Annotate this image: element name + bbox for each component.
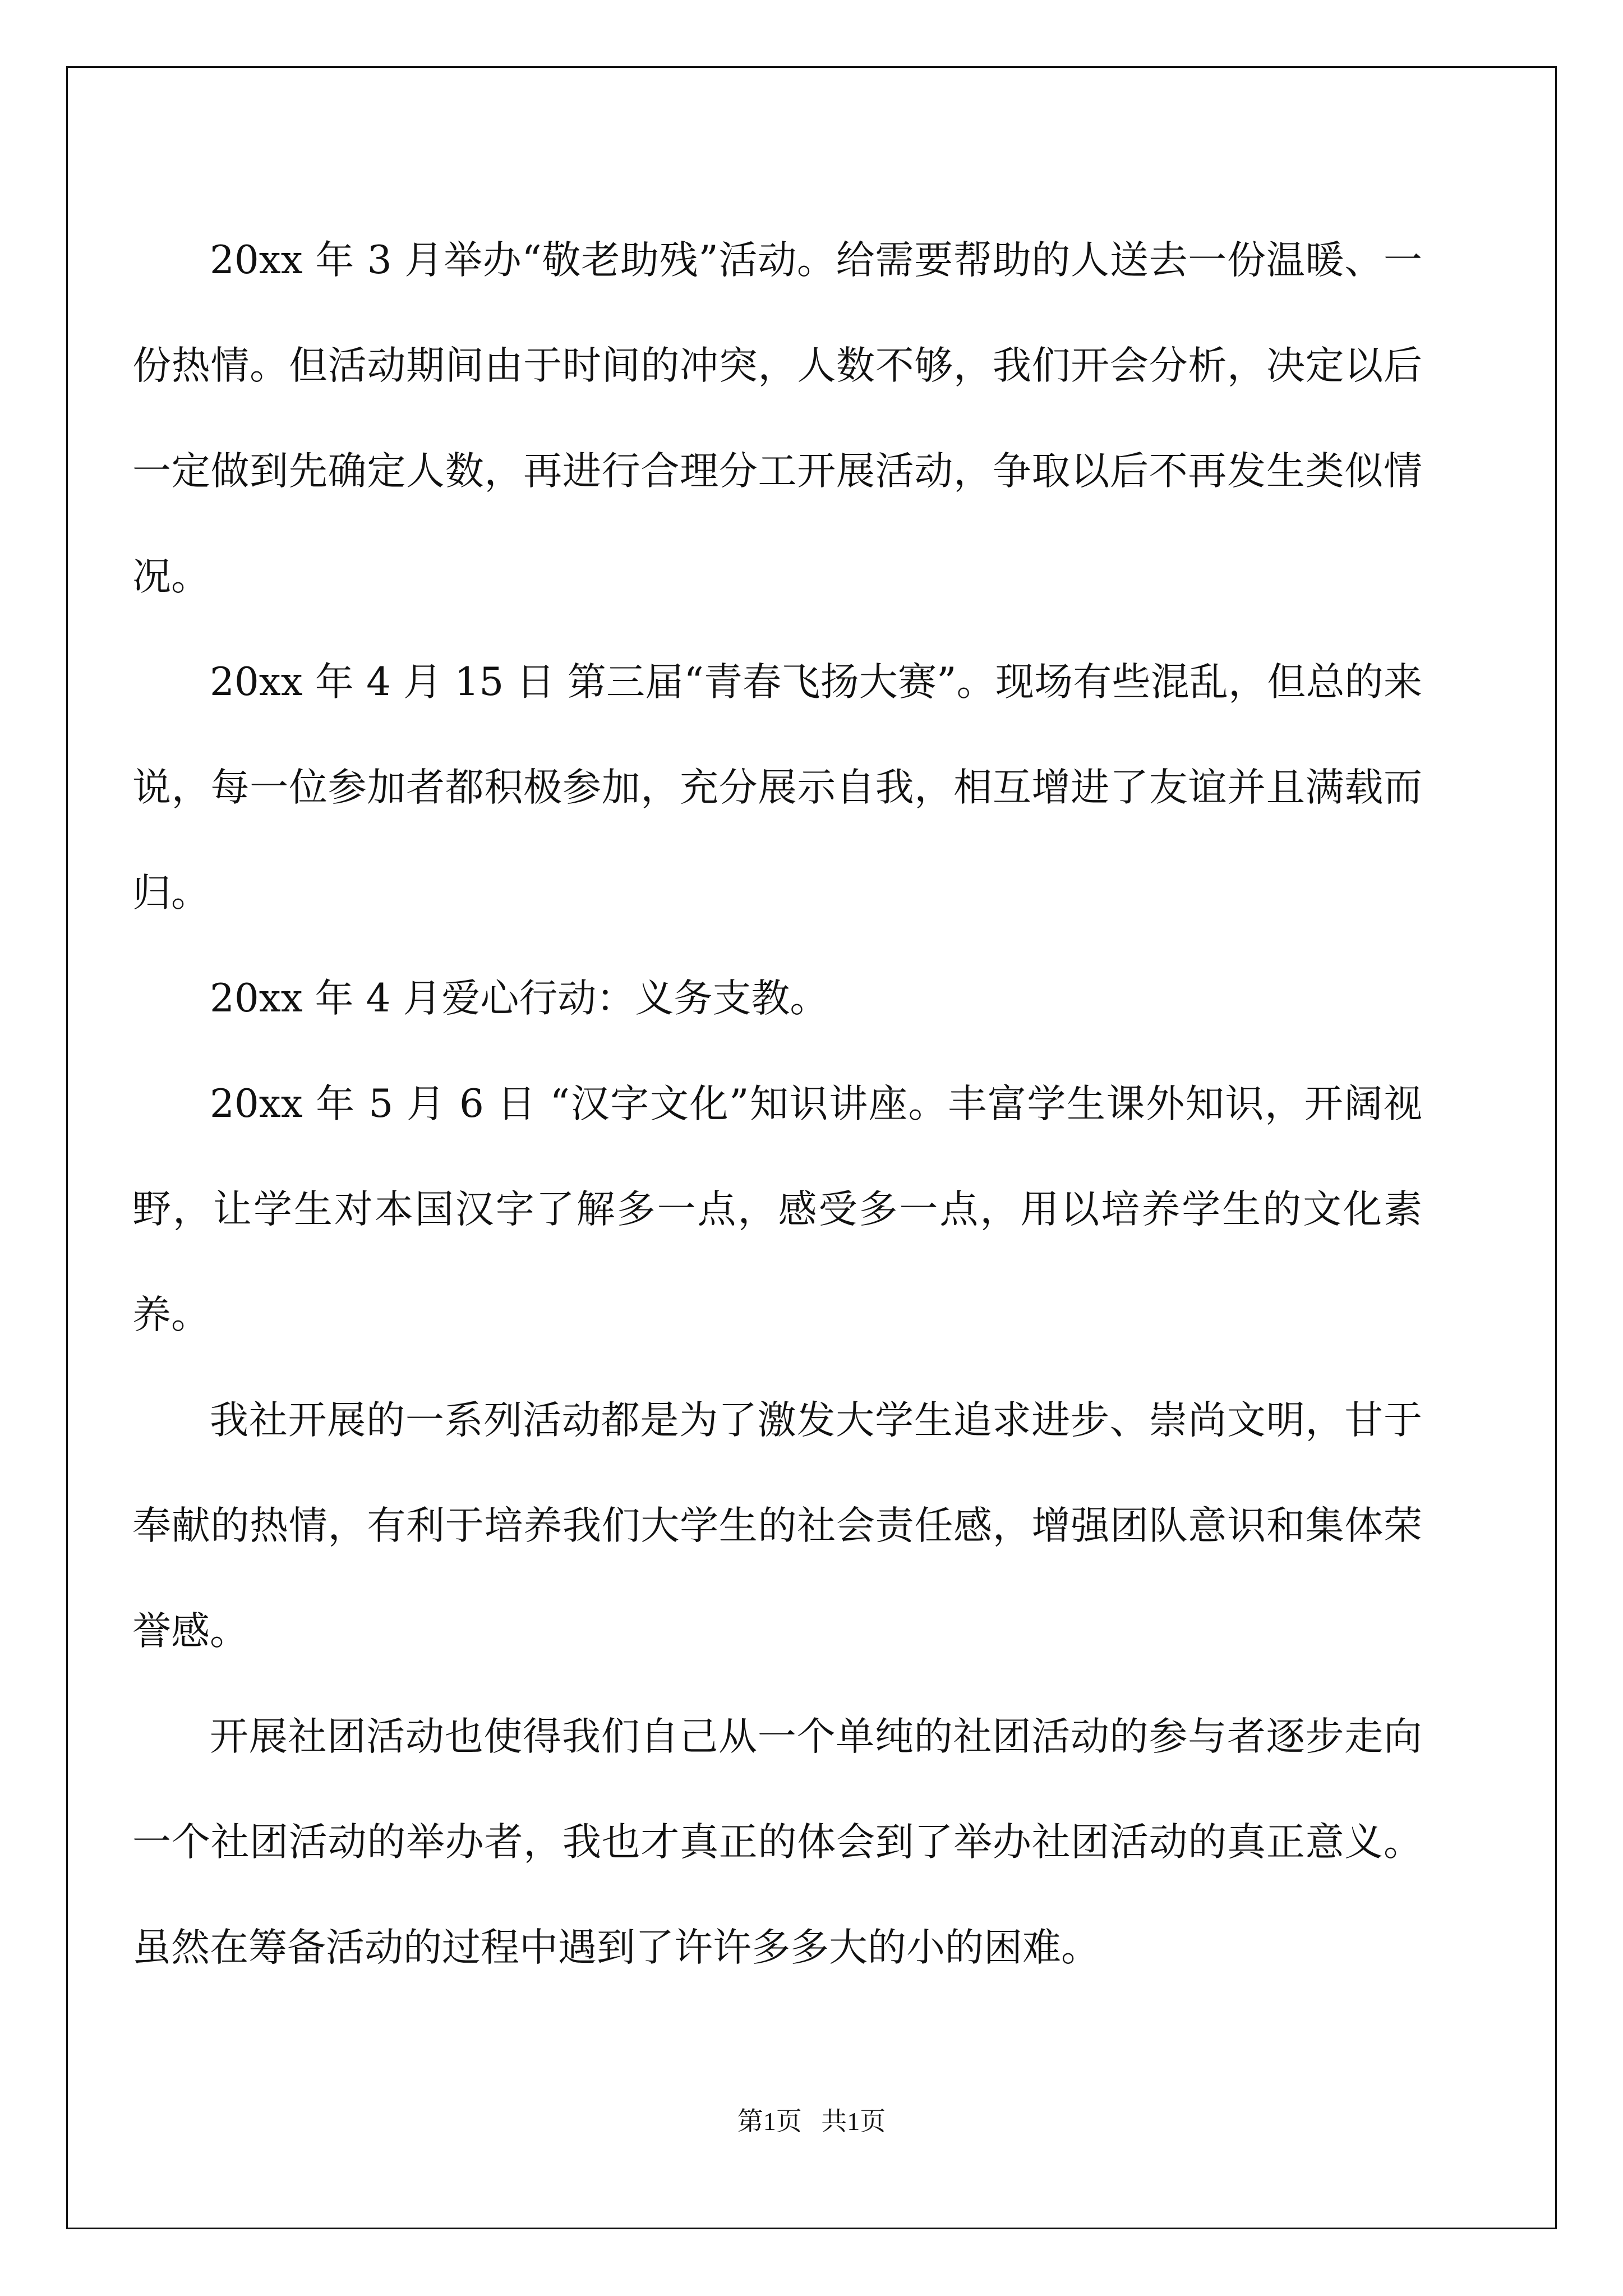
paragraph-activity-purpose: 我社开展的一系列活动都是为了激发大学生追求进步、崇尚文明，甘于奉献的热情，有利于培养我们大学生的社会责任感，增强团队意识和集体荣誉感。 bbox=[132, 1398, 1422, 1654]
paragraph-march-activity: 20xx 年 3 月举办“敬老助残”活动。给需要帮助的人送去一份温暖、一份热情。但活动期间由于时间的冲突，人数不够，我们开会分析，决定以后一定做到先确定人数，再进行合理分工开展活动，争取以后不再发生类似情况。 bbox=[132, 238, 1422, 599]
paragraph-volunteer-teaching: 20xx 年 4 月爱心行动：义务支教。 bbox=[210, 976, 829, 1021]
document-body bbox=[132, 208, 1422, 2000]
paragraph-youth-contest: 20xx 年 4 月 15 日 第三届“青春飞扬大赛”。现场有些混乱，但总的来说，每一位参加者都积极参加，充分展示自我，相互增进了友谊并且满载而归。 bbox=[132, 660, 1422, 915]
paragraph-reflection: 开展社团活动也使得我们自己从一个单纯的社团活动的参与者逐步走向一个社团活动的举办者，我也才真正的体会到了举办社团活动的真正意义。虽然在筹备活动的过程中遇到了许许多多大的小的困难。 bbox=[132, 1714, 1422, 1970]
paragraph-chinese-lecture: 20xx 年 5 月 6 日 “汉字文化”知识讲座。丰富学生课外知识，开阔视野，让学生对本国汉字了解多一点，感受多一点，用以培养学生的文化素养。 bbox=[132, 1082, 1422, 1337]
page-footer: 第1页 共1页 bbox=[737, 2107, 886, 2136]
